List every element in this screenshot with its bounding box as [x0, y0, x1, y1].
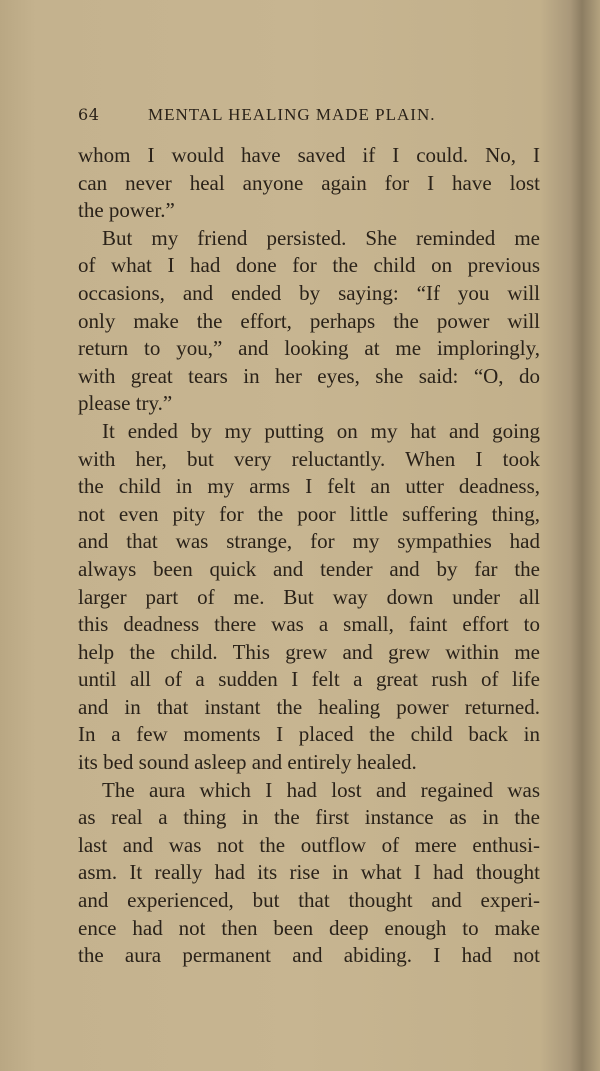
text-line: In a few moments I placed the child back in — [78, 722, 540, 747]
text-line: larger part of me. But way down under all — [78, 584, 540, 609]
text-line: of what I had done for the child on previous — [78, 253, 540, 278]
page-body-text — [78, 142, 540, 970]
text-line: asm. It really had its rise in what I had thought — [78, 860, 540, 885]
text-line: whom I would have saved if I could. No, I — [78, 143, 540, 167]
text-line: ence had not then been deep enough to make — [78, 915, 540, 940]
text-line: with great tears in her eyes, she said: “O, do — [78, 363, 540, 388]
text-line: with her, but very reluctantly. When I took — [78, 446, 540, 471]
text-line: the child in my arms I felt an utter deadness, — [78, 474, 540, 499]
text-line: always been quick and tender and by far the — [78, 556, 540, 581]
text-line: the power.” — [78, 198, 175, 223]
text-line: its bed sound asleep and entirely healed. — [78, 750, 417, 775]
text-line: can never heal anyone again for I have lost — [78, 170, 540, 195]
page-number: 64 — [78, 105, 100, 124]
text-line: this deadness there was a small, faint effort to — [78, 612, 540, 637]
text-line: last and was not the outflow of mere enthusi- — [78, 832, 540, 857]
text-line: return to you,” and looking at me imploringly, — [78, 336, 540, 361]
text-line: please try.” — [78, 391, 173, 416]
text-line: help the child. This grew and grew within me — [78, 639, 540, 664]
text-line: and experienced, but that thought and experi- — [78, 888, 540, 913]
text-line: the aura permanent and abiding. I had not — [78, 943, 540, 968]
running-header — [78, 105, 540, 129]
text-line: as real a thing in the first instance as in the — [78, 805, 540, 830]
text-line: not even pity for the poor little suffering thing, — [78, 501, 540, 526]
text-line: and that was strange, for my sympathies had — [78, 529, 540, 554]
text-line: The aura which I had lost and regained was — [102, 777, 540, 802]
text-line: until all of a sudden I felt a great rush of life — [78, 667, 540, 692]
running-title: MENTAL HEALING MADE PLAIN. — [148, 105, 436, 124]
text-line: occasions, and ended by saying: “If you will — [78, 280, 540, 305]
text-line: only make the effort, perhaps the power will — [78, 308, 540, 333]
text-line: But my friend persisted. She reminded me — [102, 225, 540, 250]
text-line: and in that instant the healing power returned. — [78, 694, 540, 719]
text-line: It ended by my putting on my hat and going — [102, 418, 540, 443]
